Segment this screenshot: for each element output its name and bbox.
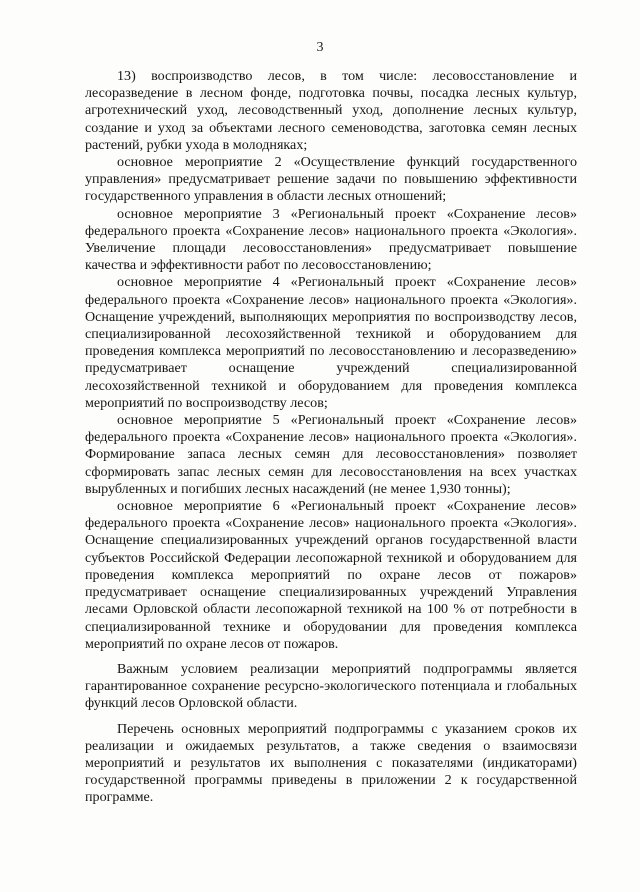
paragraph-key-condition: Важным условием реализации мероприятий подпрограммы является гарантированное сохранение ресурсно-экологического потенциала и глобальных функций лесов Орловской области. — [85, 660, 577, 712]
paragraph-reforestation-item: 13) воспроизводство лесов, в том числе: лесовосстановление и лесоразведение в лесном фонде, подготовка почвы, посадка лесных культур, агротехнический уход, лесоводственный уход, дополнение лесных культур, создание и уход за объектами лесного семеноводства, заготовка семян лесных растений, рубки ухода в молодняках; — [85, 68, 577, 153]
paragraph-measures-list: Перечень основных мероприятий подпрограммы с указанием сроков их реализации и ожидаемых результатов, а также сведения о взаимосвязи мероприятий и результатов их выполнения с показателями (индикаторами) государственной программы приведены в приложении 2 к государственной программе. — [85, 720, 577, 806]
paragraph-measure-6: основное мероприятие 6 «Региональный проект «Сохранение лесов» федерального проекта «Сохранение лесов» национального проекта «Экология». Оснащение специализированных учреждений органов государственной власти субъектов Российской Федерации лесопожарной техникой и оборудованием для проведения комплекса мероприятий по охране лесов от пожаров» предусматривает оснащение специализированных учреждений Управления лесами Орловской области лесопожарной техникой на 100 % от потребности в специализированной технике и оборудовании для проведения комплекса мероприятий по охране лесов от пожаров. — [85, 498, 577, 652]
document-body — [85, 68, 577, 807]
paragraph-measure-4: основное мероприятие 4 «Региональный проект «Сохранение лесов» федерального проекта «Сохранение лесов» национального проекта «Экология». Оснащение учреждений, выполняющих мероприятия по воспроизводству лесов, специализированной лесохозяйственной техникой и оборудованием для проведения комплекса мероприятий по лесовосстановлению и лесоразведению» предусматривает оснащение учреждений специализированной лесохозяйственной техникой и оборудованием для проведения комплекса мероприятий по воспроизводству лесов; — [85, 274, 577, 411]
page-number: 3 — [316, 40, 324, 55]
paragraph-measure-3: основное мероприятие 3 «Региональный проект «Сохранение лесов» федерального проекта «Сохранение лесов» национального проекта «Экология». Увеличение площади лесовосстановления» предусматривает повышение качества и эффективности работ по лесовосстановлению; — [85, 205, 577, 274]
paragraph-measure-5: основное мероприятие 5 «Региональный проект «Сохранение лесов» федерального проекта «Сохранение лесов» национального проекта «Экология». Формирование запаса лесных семян для лесовосстановления» позволяет сформировать запас лесных семян для лесовосстановления на всех участках вырубленных и погибших лесных насаждений (не менее 1,930 тонны); — [85, 412, 577, 497]
paragraph-measure-2: основное мероприятие 2 «Осуществление функций государственного управления» предусматривает решение задачи по повышению эффективности государственного управления в области лесных отношений; — [85, 154, 577, 205]
